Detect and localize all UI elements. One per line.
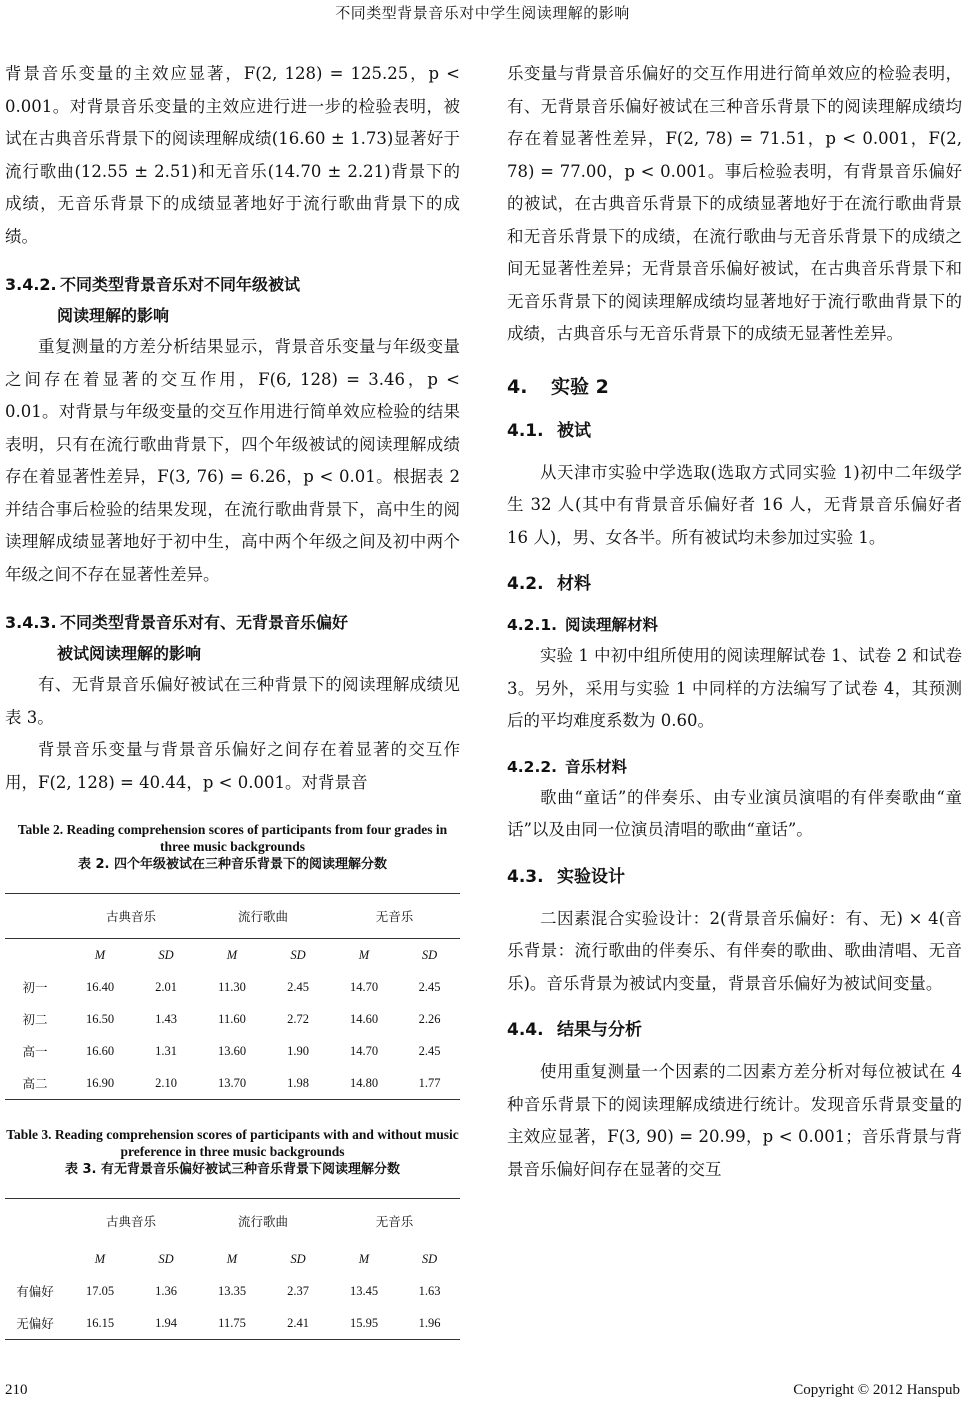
- table-cell: 16.15: [65, 1307, 135, 1340]
- table-cell: 2.37: [287, 1283, 309, 1298]
- table-3-caption: [5, 1126, 460, 1180]
- section-heading-4-1: [507, 415, 962, 447]
- table-header-row: [5, 894, 460, 939]
- table-cell: 1.96: [399, 1307, 460, 1340]
- row-label: 初二: [22, 1013, 48, 1027]
- table-cell: 1.94: [135, 1307, 197, 1340]
- column-header: M: [94, 1251, 106, 1266]
- paragraph: 使用重复测量一个因素的二因素方差分析对每位被试在 4 种音乐背景下的阅读理解成绩进行统计。发现音乐背景变量的主效应显著，F(3, 90) = 20.99，p < 0.001；音乐背景与背景音乐偏好间存在显著的交互: [507, 1062, 962, 1179]
- paragraph: 重复测量的方差分析结果显示，背景音乐变量与年级变量之间存在着显著的交互作用，F(6, 128) = 3.46，p < 0.01。对背景与年级变量的交互作用进行简单效应检验的结果表明，只有在流行歌曲背景下，四个年级被试的阅读理解成绩存在着显著性差异，F(3, 76) = 6.26，p < 0.01。根据表 2 并结合事后检验的结果发现，在流行歌曲背景下，高中生的阅读理解成绩显著地好于初中生，高中两个年级之间及初中两个年级之间不存在显著性差异。: [5, 337, 460, 584]
- column-header: SD: [290, 1251, 306, 1266]
- page-number: 210: [5, 1382, 28, 1398]
- table-cell: 2.10: [135, 1067, 197, 1100]
- column-group-header: 流行歌曲: [197, 894, 329, 939]
- table-cell: 2.45: [418, 979, 441, 994]
- section-heading-3-4-3: [5, 607, 460, 669]
- table-cell: 13.70: [197, 1067, 267, 1100]
- table-cell: 2.45: [418, 1043, 441, 1058]
- paragraph: 有、无背景音乐偏好被试在三种背景下的阅读理解成绩见表 3。: [5, 675, 460, 727]
- paragraph: 二因素混合实验设计：2(背景音乐偏好：有、无) × 4(音乐背景：流行歌曲的伴奏乐、有伴奏的歌曲、歌曲清唱、无音乐)。音乐背景为被试内变量，背景音乐偏好为被试间变量。: [507, 908, 962, 993]
- table-cell: 2.45: [287, 979, 309, 994]
- table-cell: 11.60: [218, 1011, 246, 1026]
- section-heading-3-4-2: [5, 269, 460, 331]
- caption-english: Table 3. Reading comprehension scores of participants with and without music preference in three music backgrounds: [6, 1127, 459, 1159]
- running-head: 不同类型背景音乐对中学生阅读理解的影响: [335, 4, 630, 22]
- table-cell: 1.77: [399, 1067, 460, 1100]
- table-cell: 11.30: [218, 979, 246, 994]
- table-cell: 13.60: [217, 1043, 247, 1058]
- table-cell: 14.70: [349, 979, 379, 994]
- section-heading-4-3: [507, 861, 962, 893]
- section-title: 结果与分析: [557, 1020, 642, 1040]
- row-label: 初一: [22, 981, 48, 995]
- table-cell: 1.36: [155, 1283, 177, 1298]
- paragraph: 歌曲“童话”的伴奏乐、由专业演员演唱的有伴奏歌曲“童话”以及由同一位演员清唱的歌曲“童话”。: [507, 787, 962, 839]
- column-group-header: 无音乐: [329, 1199, 460, 1244]
- section-heading-4-2-2: [507, 752, 962, 782]
- section-heading-4-4: [507, 1014, 962, 1046]
- section-title: 实验 2: [551, 375, 609, 398]
- paragraph: 从天津市实验中学选取(选取方式同实验 1)初中二年级学生 32 人(其中有背景音乐偏好者 16 人，无背景音乐偏好者 16 人)，男、女各半。所有被试均未参加过实验 1。: [507, 462, 962, 547]
- table-subheader-row: [5, 939, 460, 972]
- table-cell: 16.90: [65, 1067, 135, 1100]
- section-number: 3.4.3.: [5, 613, 57, 632]
- table-cell: 2.72: [287, 1011, 309, 1026]
- table-cell: 14.80: [329, 1067, 399, 1100]
- table-cell: 1.31: [155, 1043, 177, 1058]
- section-number: 4.2.1.: [507, 616, 558, 634]
- table-cell: 1.98: [267, 1067, 329, 1100]
- section-heading-4-2-1: [507, 610, 962, 640]
- section-number: 4.4.: [507, 1020, 544, 1040]
- row-label: 高二: [5, 1067, 65, 1100]
- column-header: M: [358, 947, 370, 962]
- column-header: M: [358, 1251, 370, 1266]
- row-label: 有偏好: [16, 1285, 54, 1299]
- table-row: [5, 1307, 460, 1340]
- table-cell: 14.60: [349, 1011, 379, 1026]
- section-number: 4.3.: [507, 866, 544, 887]
- section-title-continued: 阅读理解的影响: [57, 306, 170, 325]
- table-row: [5, 1067, 460, 1100]
- section-heading-4: [507, 369, 962, 405]
- table-cell: 17.05: [85, 1283, 115, 1298]
- paragraph: 实验 1 中初中组所使用的阅读理解试卷 1、试卷 2 和试卷 3。另外，采用与实验 1 中同样的方法编写了试卷 4，其预测后的平均难度系数为 0.60。: [507, 646, 962, 730]
- row-label: 无偏好: [5, 1307, 65, 1340]
- section-title: 材料: [557, 574, 591, 594]
- section-title: 不同类型背景音乐对不同年级被试: [60, 275, 301, 294]
- table-3: [5, 1198, 460, 1340]
- section-title: 被试: [557, 420, 591, 441]
- column-group-header: 无音乐: [329, 894, 460, 939]
- section-number: 3.4.2.: [5, 275, 57, 294]
- table-cell: 1.63: [418, 1283, 441, 1298]
- column-header: SD: [158, 947, 174, 962]
- table-cell: 15.95: [329, 1307, 399, 1340]
- table-header-row: [5, 1199, 460, 1244]
- table-cell: 16.40: [85, 979, 115, 994]
- column-header: SD: [158, 1251, 174, 1266]
- row-label: 高一: [22, 1045, 48, 1059]
- paragraph: 背景音乐变量与背景音乐偏好之间存在着显著的交互作用，F(2, 128) = 40.44，p < 0.001。对背景音: [5, 740, 460, 792]
- right-column: [507, 58, 962, 1186]
- table-2: [5, 893, 460, 1100]
- column-header: M: [226, 1251, 238, 1266]
- paragraph: 乐变量与背景音乐偏好的交互作用进行简单效应的检验表明，有、无背景音乐偏好被试在三种音乐背景下的阅读理解成绩均存在着显著性差异，F(2, 78) = 71.51，p < 0.001，F(2, 78) = 77.00，p < 0.001。事后检验表明，有背景音乐偏好的被试，在古典音乐背景下的成绩显著地好于在流行歌曲背景和无音乐背景下的成绩，在流行歌曲与无音乐背景下的成绩之间无显著性差异；无背景音乐偏好被试，在古典音乐背景下和无音乐背景下的阅读理解成绩均显著地好于流行歌曲背景下的成绩，古典音乐与无音乐背景下的成绩无显著性差异。: [507, 64, 962, 343]
- section-title: 实验设计: [557, 866, 625, 887]
- table-cell: 2.41: [267, 1307, 329, 1340]
- column-header: SD: [421, 1251, 438, 1266]
- table-row: [5, 1035, 460, 1067]
- caption-chinese: 表 2. 四个年级被试在三种音乐背景下的阅读理解分数: [77, 857, 388, 872]
- column-group-header: 古典音乐: [65, 894, 197, 939]
- table-2-caption: [5, 821, 460, 875]
- table-cell: 1.90: [287, 1043, 309, 1058]
- section-number: 4.2.2.: [507, 757, 558, 776]
- column-header: SD: [290, 947, 306, 962]
- section-number: 4.2.: [507, 574, 544, 594]
- section-title-continued: 被试阅读理解的影响: [57, 644, 202, 663]
- table-cell: 1.43: [155, 1011, 177, 1026]
- table-cell: 11.75: [197, 1307, 267, 1340]
- section-number: 4.1.: [507, 420, 544, 441]
- column-header: M: [226, 947, 238, 962]
- column-header: SD: [421, 947, 438, 962]
- column-group-header: 流行歌曲: [197, 1199, 329, 1244]
- table-row: [5, 1275, 460, 1307]
- section-number: 4.: [507, 375, 528, 398]
- table-cell: 13.35: [217, 1283, 247, 1298]
- copyright-notice: Copyright © 2012 Hanspub: [793, 1382, 960, 1398]
- table-row: [5, 1003, 460, 1035]
- section-title: 音乐材料: [565, 757, 628, 776]
- table-cell: 14.70: [349, 1043, 379, 1058]
- caption-chinese: 表 3. 有无背景音乐偏好被试三种音乐背景下阅读理解分数: [64, 1162, 401, 1177]
- table-subheader-row: [5, 1243, 460, 1275]
- caption-english: Table 2. Reading comprehension scores of participants from four grades in three music backgrounds: [17, 822, 448, 854]
- table-cell: 2.26: [418, 1011, 441, 1026]
- section-title: 不同类型背景音乐对有、无背景音乐偏好: [60, 613, 349, 632]
- section-title: 阅读理解材料: [565, 616, 659, 634]
- table-cell: 13.45: [349, 1283, 379, 1298]
- table-cell: 16.50: [85, 1011, 115, 1026]
- table-cell: 2.01: [155, 979, 177, 994]
- paragraph: 背景音乐变量的主效应显著，F(2, 128) = 125.25，p < 0.001。对背景音乐变量的主效应进行进一步的检验表明，被试在古典音乐背景下的阅读理解成绩(16.60 ± 1.73)显著好于流行歌曲(12.55 ± 2.51)和无音乐(14.70 ± 2.21)背景下的成绩，无音乐背景下的成绩显著地好于流行歌曲背景下的成绩。: [5, 64, 460, 246]
- table-cell: 16.60: [85, 1043, 115, 1058]
- column-group-header: 古典音乐: [65, 1199, 197, 1244]
- left-column: [5, 58, 460, 1340]
- column-header: M: [94, 947, 106, 962]
- section-heading-4-2: [507, 568, 962, 600]
- table-row: [5, 971, 460, 1003]
